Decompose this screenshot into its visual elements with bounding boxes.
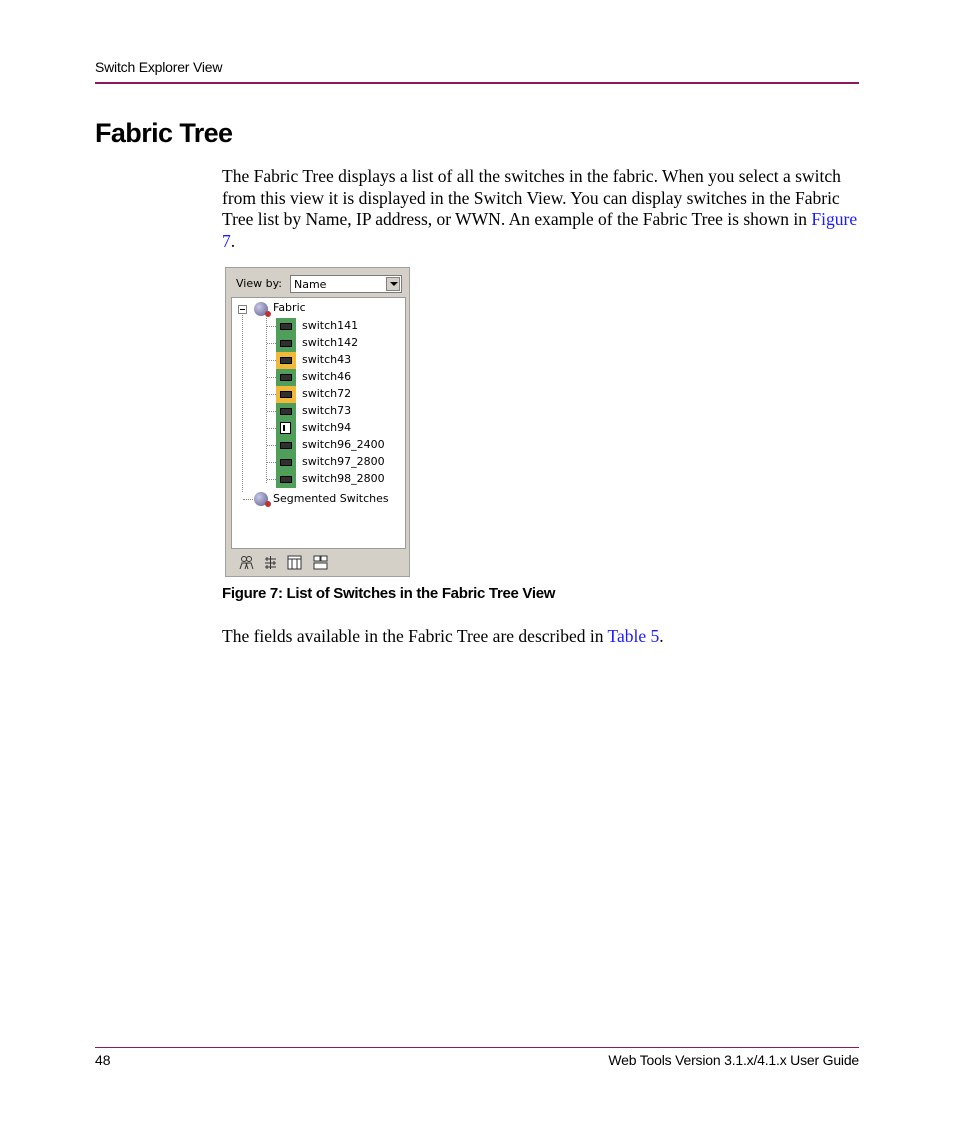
device-glyph (280, 374, 292, 381)
fabric-label: Fabric (273, 301, 306, 314)
view-by-select[interactable] (290, 275, 402, 293)
switch-name: switch98_2800 (302, 472, 385, 485)
device-glyph (280, 323, 292, 330)
collapse-icon[interactable] (238, 305, 247, 314)
outro-paragraph (222, 626, 862, 648)
tree-branch-line (267, 462, 276, 463)
switch-row[interactable] (232, 454, 402, 470)
guide-title: Web Tools Version 3.1.x/4.1.x User Guide (608, 1052, 859, 1068)
tree-branch-line (267, 360, 276, 361)
switch-icon (276, 386, 296, 403)
switch-name: switch142 (302, 336, 359, 349)
users-icon[interactable] (239, 555, 254, 570)
view-by-value: Name (294, 278, 327, 291)
device-glyph (280, 422, 291, 434)
switch-name: switch43 (302, 353, 352, 366)
tree-branch-line (267, 445, 276, 446)
device-glyph (280, 442, 292, 449)
fabric-tree-screenshot (225, 267, 410, 577)
switch-icon (276, 403, 296, 420)
switch-row[interactable] (232, 352, 402, 368)
director-icon (276, 420, 296, 437)
running-header: Switch Explorer View (95, 59, 223, 75)
outro-text: The fields available in the Fabric Tree are described in (222, 626, 608, 646)
switch-row[interactable] (232, 318, 402, 334)
device-glyph (280, 391, 292, 398)
switch-icon (276, 335, 296, 352)
footer-rule (95, 1047, 859, 1048)
switch-name: switch141 (302, 319, 359, 332)
switch-row[interactable] (232, 420, 402, 436)
switch-name: switch97_2800 (302, 455, 385, 468)
device-glyph (280, 357, 292, 364)
network-icon[interactable] (263, 555, 278, 570)
device-glyph (280, 476, 292, 483)
table-5-link[interactable]: Table 5 (607, 626, 660, 646)
segmented-globe-icon (254, 492, 268, 506)
layout-icon[interactable] (313, 555, 328, 570)
device-glyph (280, 340, 292, 347)
chevron-down-icon[interactable] (386, 277, 400, 291)
switch-row[interactable] (232, 335, 402, 351)
figure-7-link[interactable]: Figure 7 (222, 209, 858, 251)
segmented-label: Segmented Switches (273, 492, 389, 505)
fabric-globe-icon (254, 302, 268, 316)
figure-caption: Figure 7: List of Switches in the Fabric Tree View (222, 585, 556, 602)
header-rule (95, 82, 859, 84)
switch-icon (276, 318, 296, 335)
switch-row[interactable] (232, 386, 402, 402)
switch-row[interactable] (232, 471, 402, 487)
tree-branch-line (267, 394, 276, 395)
switch-name: switch73 (302, 404, 352, 417)
switch-icon (276, 454, 296, 471)
intro-text: The Fabric Tree displays a list of all the switches in the fabric. When you select a switch from this view it is displayed in the Switch View. You can display switches in the Fabric Tree list by Name, IP address, or WWN. An example of the Fabric Tree is shown in (222, 166, 841, 229)
intro-paragraph (222, 166, 862, 252)
tree-branch-line (267, 479, 276, 480)
switch-name: switch72 (302, 387, 352, 400)
switch-name: switch94 (302, 421, 352, 434)
tree-branch-line (267, 343, 276, 344)
switch-row[interactable] (232, 369, 402, 385)
switch-icon (276, 437, 296, 454)
tree-root-segmented[interactable] (232, 491, 402, 507)
tree-branch-line (267, 411, 276, 412)
switch-name: switch96_2400 (302, 438, 385, 451)
page-number: 48 (95, 1052, 111, 1068)
tree-root-fabric[interactable] (232, 300, 402, 316)
switch-row[interactable] (232, 437, 402, 453)
tree-branch-line (267, 428, 276, 429)
tree-branch-line (267, 377, 276, 378)
device-glyph (280, 459, 292, 466)
switch-icon (276, 471, 296, 488)
outro-period: . (659, 626, 664, 646)
tree-toolbar (231, 553, 406, 573)
switch-icon (276, 352, 296, 369)
switch-icon (276, 369, 296, 386)
tree-branch-line (267, 326, 276, 327)
intro-period: . (230, 230, 236, 251)
fabric-tree[interactable] (231, 297, 406, 549)
device-glyph (280, 408, 292, 415)
switch-name: switch46 (302, 370, 352, 383)
switch-row[interactable] (232, 403, 402, 419)
section-title: Fabric Tree (95, 118, 233, 148)
view-by-label: View by: (236, 277, 282, 290)
table-icon[interactable] (287, 555, 302, 570)
